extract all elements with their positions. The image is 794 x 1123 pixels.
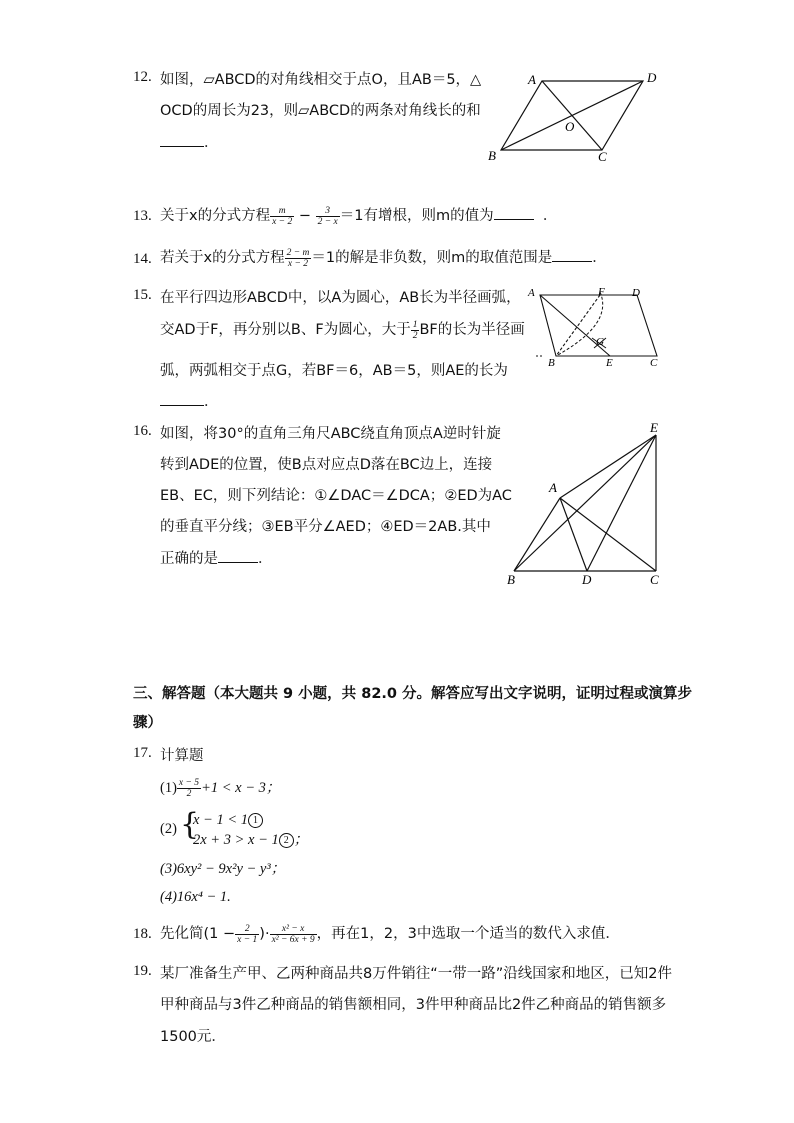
q13-number: 13. bbox=[133, 208, 152, 224]
q12-label-a: A bbox=[528, 72, 536, 87]
answer-blank bbox=[552, 247, 592, 262]
q16-line2: 转到ADE的位置，使B点对应点D落在BC边上，连接 bbox=[160, 457, 493, 473]
q18-number: 18. bbox=[133, 926, 152, 942]
q16-label-b: B bbox=[507, 572, 515, 587]
q16-line3: EB、EC，则下列结论：①∠DAC＝∠DCA；②ED为AC bbox=[160, 488, 512, 504]
q16-line-de bbox=[587, 435, 656, 571]
q12-label-b: B bbox=[488, 148, 496, 163]
q15-line-bf bbox=[556, 295, 600, 356]
answer-blank bbox=[494, 205, 534, 220]
q17-part4: (4)16x⁴ − 1. bbox=[160, 889, 231, 905]
q16-line-be bbox=[514, 435, 656, 571]
section-3-title-cont: 骤） bbox=[133, 715, 162, 731]
q19-line2: 甲种商品与3件乙种商品的销售额相同，3件甲种商品比2件乙种商品的销售额多 bbox=[160, 997, 667, 1013]
q17-number: 17. bbox=[133, 745, 152, 761]
section-3-title: 三、解答题（本大题共 9 小题，共 82.0 分。解答应写出文字说明，证明过程或演算步 bbox=[133, 686, 693, 702]
q15-label-b: B bbox=[548, 357, 555, 369]
q17-title: 计算题 bbox=[160, 748, 204, 764]
q15-parallelogram-figure bbox=[522, 282, 672, 372]
q12-parallelogram-figure bbox=[480, 64, 670, 168]
q16-line-ae bbox=[560, 435, 656, 498]
q16-line-ac bbox=[560, 498, 656, 571]
q17-part3: (3)6xy² − 9x²y − y³； bbox=[160, 861, 286, 877]
q16-label-e: E bbox=[650, 420, 658, 435]
q16-triangle-figure bbox=[498, 418, 678, 590]
q14-number: 14. bbox=[133, 251, 152, 267]
q16-label-c: C bbox=[650, 572, 659, 587]
q12-line3: ． bbox=[160, 131, 219, 152]
q16-line5: 正确的是 ． bbox=[160, 547, 273, 568]
q13-text: 关于x的分式方程 $\frac{m}{x - 2}$ − $\frac{3}{2 - x}$ ＝1有增根，则m的值为 ． bbox=[160, 205, 558, 227]
q17-part1: (1) $\frac{x - 5}{2}$ +1 < x − 3； bbox=[160, 778, 281, 800]
answer-blank bbox=[218, 548, 258, 563]
q15-number: 15. bbox=[133, 287, 152, 303]
q12-line1: 如图，▱ABCD的对角线相交于点O，且AB＝5，△ bbox=[160, 72, 482, 88]
q16-line-ba bbox=[514, 498, 560, 571]
answer-blank bbox=[160, 132, 204, 147]
q15-label-a: A bbox=[528, 287, 535, 299]
q16-label-a: A bbox=[549, 480, 557, 495]
q15-label-d: D bbox=[632, 287, 640, 299]
q15-line1: 在平行四边形ABCD中，以A为圆心，AB长为半径画弧， bbox=[160, 290, 521, 306]
q12-line2: OCD的周长为23，则▱ABCD的两条对角线长的和 bbox=[160, 103, 481, 119]
q15-label-g: G bbox=[596, 336, 604, 348]
q15-label-c: C bbox=[650, 357, 658, 369]
q15-line3: 弧，两弧相交于点G，若BF＝6，AB＝5，则AE的长为 bbox=[160, 363, 508, 379]
q16-line1: 如图，将30°的直角三角尺ABC绕直角顶点A逆时针旋 bbox=[160, 426, 501, 442]
q16-line4: 的垂直平分线；③EB平分∠AED；④ED＝2AB.其中 bbox=[160, 519, 491, 535]
q12-label-d: D bbox=[647, 70, 657, 85]
answer-blank bbox=[160, 391, 204, 406]
q12-diagonal-bd bbox=[501, 81, 643, 150]
q15-line4: ． bbox=[160, 390, 219, 411]
q12-label-o: O bbox=[565, 119, 575, 134]
q15-label-f: F bbox=[598, 286, 605, 298]
q15-label-e: E bbox=[606, 357, 613, 369]
q16-number: 16. bbox=[133, 423, 152, 439]
left-brace: { bbox=[180, 807, 200, 842]
q16-label-d: D bbox=[582, 572, 592, 587]
q12-label-c: C bbox=[598, 149, 607, 164]
q15-line2: 交AD于F，再分别以B、F为圆心，大于 $\frac{1}{2}$ BF的长为半径画 bbox=[160, 319, 525, 341]
q14-text: 若关于x的分式方程 $\frac{2 - m}{x - 2}$ ＝1的解是非负数，则m的取值范围是 ． bbox=[160, 247, 607, 269]
q19-line3: 1500元． bbox=[160, 1029, 226, 1045]
q19-number: 19. bbox=[133, 963, 152, 979]
q19-line1: 某厂准备生产甲、乙两种商品共8万件销往“一带一路”沿线国家和地区，已知2件 bbox=[160, 966, 672, 982]
q12-number: 12. bbox=[133, 69, 152, 85]
q18-text: 先化简(1 − $\frac{2}{x - 1}$ )· $\frac{\text{x² − x}}{\text{x² − 6x + 9}}$ ，再在1，2，3中选取一个适当的数代入求值． bbox=[160, 923, 620, 945]
